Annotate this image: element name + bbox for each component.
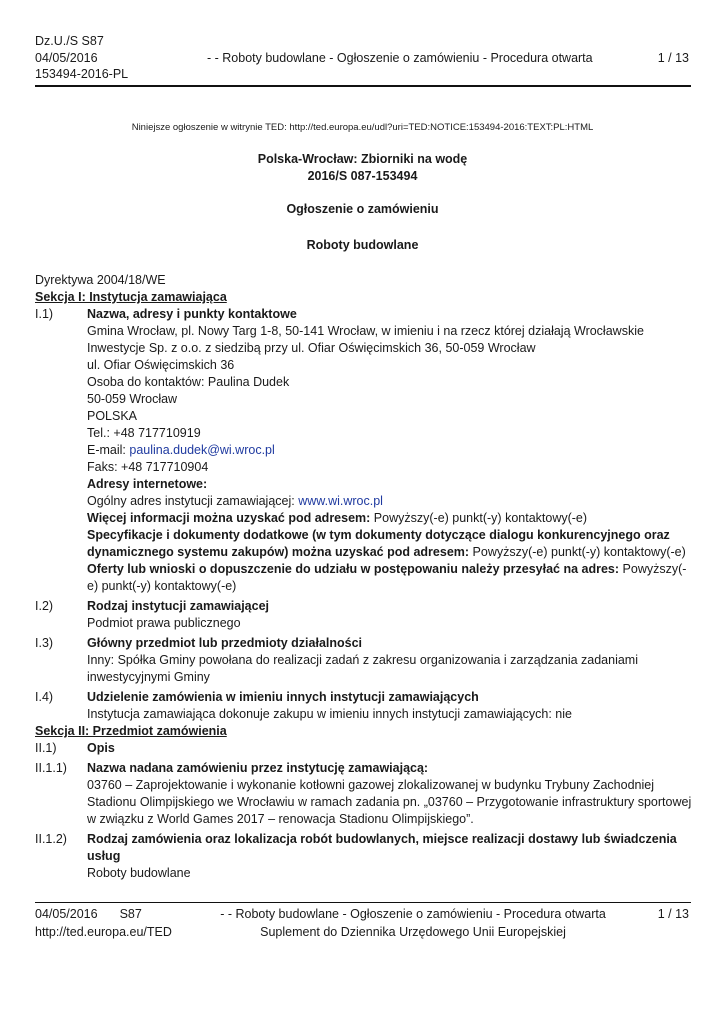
more-info-value: Powyższy(-e) punkt(-y) kontaktowy(-e) (370, 511, 588, 525)
organization-name: Gmina Wrocław, pl. Nowy Targ 1-8, 50-141 Wrocław, w imieniu i na rzecz której działają Wrocławskie Inwestycje Sp. z o.o. z siedzibą przy ul. Ofiar Oświęcimskich 36, 50-059 Wrocław (87, 324, 644, 355)
notice-type: Ogłoszenie o zamówieniu (286, 202, 439, 216)
street-address: ul. Ofiar Oświęcimskich 36 (87, 358, 235, 372)
general-address-label: Ogólny adres instytucji zamawiającej: (87, 494, 299, 508)
item-number: I.2) (35, 599, 54, 613)
item-title: Rodzaj zamówienia oraz lokalizacja robót budowlanych, miejsce realizacji dostawy lub świadczenia usług (87, 832, 677, 863)
email-label: E-mail: (87, 443, 130, 457)
item-ii1 (35, 740, 695, 757)
directive: Dyrektywa 2004/18/WE (35, 273, 166, 287)
specs-line (87, 527, 695, 561)
item-value: 03760 – Zaprojektowanie i wykonanie kotłowni gazowej zlokalizowanej w budynku Trybuny Zachodniej Stadionu Olimpijskiego we Wrocławiu w ramach zadania pn. „03760 – Przygotowanie infrastruktury sportowej w związku z World Games 2017 – renowacja Stadionu Olimpijskiego”. (87, 778, 692, 826)
item-title: Nazwa, adresy i punkty kontaktowe (87, 307, 297, 321)
footer-center (207, 905, 619, 941)
contact-person: Osoba do kontaktów: Paulina Dudek (87, 375, 290, 389)
specs-value: Powyższy(-e) punkt(-y) kontaktowy(-e) (469, 545, 686, 559)
header-journal-ref: Dz.U./S S87 (35, 34, 104, 48)
title-place-subject: Polska-Wrocław: Zbiorniki na wodę (257, 152, 468, 166)
offers-line (87, 561, 695, 595)
item-title: Udzielenie zamówienia w imieniu innych instytucji zamawiających (87, 690, 479, 704)
item-ii12 (35, 831, 695, 882)
internet-addresses-heading: Adresy internetowe: (87, 477, 208, 491)
email-line (87, 442, 695, 459)
item-i4 (35, 689, 695, 723)
item-value: Instytucja zamawiająca dokonuje zakupu w imieniu innych instytucji zamawiających: nie (87, 707, 572, 721)
footer-date: 04/05/2016 (35, 907, 98, 921)
footer-url[interactable]: http://ted.europa.eu/TED (35, 925, 172, 939)
ted-notice-link[interactable]: Niniejsze ogłoszenie w witrynie TED: http://ted.europa.eu/udl?uri=TED:NOTICE:153494-2016:TEXT:PL:HTML (131, 122, 594, 133)
item-title: Nazwa nadana zamówieniu przez instytucję zamawiającą: (87, 761, 429, 775)
more-info-line (87, 510, 695, 527)
header-title: - - Roboty budowlane - Ogłoszenie o zamówieniu - Procedura otwarta (207, 51, 593, 65)
page-footer (35, 902, 691, 939)
general-address-line (87, 493, 695, 510)
document-title (0, 151, 725, 185)
country: POLSKA (87, 409, 138, 423)
item-number: I.4) (35, 690, 54, 704)
section-1-heading: Sekcja I: Instytucja zamawiająca (35, 290, 227, 304)
footer-page-number: 1 / 13 (657, 907, 689, 921)
document-body (35, 272, 695, 882)
item-number: II.1.1) (35, 761, 67, 775)
footer-supplement: Suplement do Dziennika Urzędowego Unii Europejskiej (260, 925, 566, 939)
header-reference (35, 33, 128, 83)
item-number: II.1.2) (35, 832, 67, 846)
contract-type: Roboty budowlane (306, 238, 419, 252)
telephone: Tel.: +48 717710919 (87, 426, 201, 440)
item-i3 (35, 635, 695, 686)
page-header (35, 33, 691, 87)
title-notice-ref: 2016/S 087-153494 (307, 169, 418, 183)
header-date: 04/05/2016 (35, 50, 98, 65)
specs-label: Specyfikacje i dokumenty dodatkowe (w tym dokumenty dotyczące dialogu konkurencyjnego oraz dynamicznego systemu zakupów) można uzyskać pod adresem: (87, 528, 670, 559)
item-title: Opis (87, 741, 115, 755)
more-info-label: Więcej informacji można uzyskać pod adresem: (87, 511, 371, 525)
item-i2 (35, 598, 695, 632)
item-i1 (35, 306, 695, 595)
item-number: II.1) (35, 741, 57, 755)
header-notice-number: 153494-2016-PL (35, 67, 129, 81)
item-value: Inny: Spółka Gminy powołana do realizacji zadań z zakresu organizowania i zarządzania zadaniami inwestycyjnymi Gminy (87, 653, 638, 684)
item-ii11 (35, 760, 695, 828)
header-page-number: 1 / 13 (657, 51, 689, 65)
footer-date-line (35, 905, 172, 923)
fax: Faks: +48 717710904 (87, 460, 209, 474)
postal-code-city: 50-059 Wrocław (87, 392, 178, 406)
item-number: I.3) (35, 636, 54, 650)
item-title: Główny przedmiot lub przedmioty działalności (87, 636, 363, 650)
general-address-link[interactable]: www.wi.wroc.pl (298, 494, 383, 508)
item-number: I.1) (35, 307, 54, 321)
offers-label: Oferty lub wnioski o dopuszczenie do udziału w postępowaniu należy przesyłać na adres: (87, 562, 620, 576)
offers-value: Powyższy(-e) punkt(-y) kontaktowy(-e) (87, 562, 687, 593)
item-value: Roboty budowlane (87, 866, 191, 880)
footer-series: S87 (119, 907, 142, 921)
footer-title: - - Roboty budowlane - Ogłoszenie o zamówieniu - Procedura otwarta (220, 907, 606, 921)
item-title: Rodzaj instytucji zamawiającej (87, 599, 270, 613)
section-2-heading: Sekcja II: Przedmiot zamówienia (35, 724, 227, 738)
footer-left (35, 905, 172, 941)
item-value: Podmiot prawa publicznego (87, 616, 241, 630)
email-link[interactable]: paulina.dudek@wi.wroc.pl (129, 443, 275, 457)
